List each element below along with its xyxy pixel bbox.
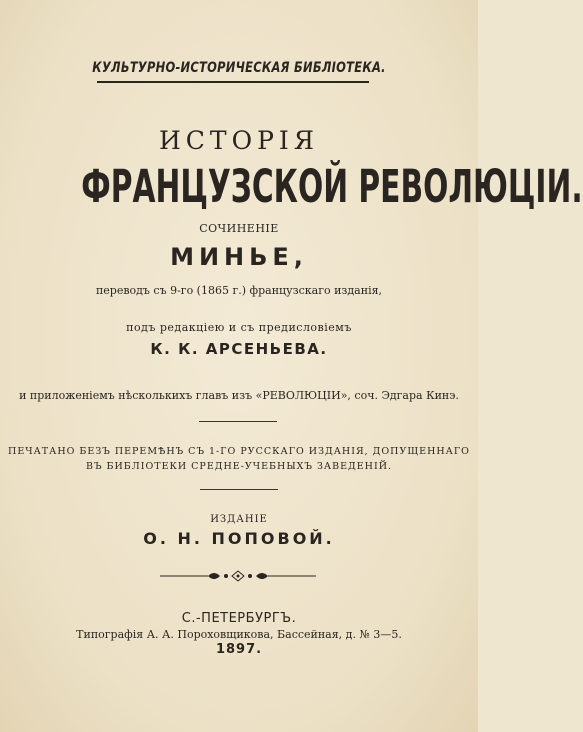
divider-rule-2: [200, 489, 278, 490]
city: С.-ПЕТЕРБУРГЪ.: [181, 611, 297, 626]
book-title: ФРАНЦУЗСКОЙ РЕВОЛЮЦІИ.: [81, 160, 583, 213]
printed-note-line2: ВЪ БИБЛІОТЕКИ СРЕДНЕ-УЧЕБНЫХЪ ЗАВЕДЕНІЙ.: [85, 461, 393, 472]
appendix-note: и приложеніемъ нѣсколькихъ главъ изъ «РЕВОЛЮЦІИ», соч. Эдгара Кинэ.: [19, 389, 459, 402]
author-name: МИНЬЕ,: [170, 243, 308, 271]
series-name: КУЛЬТУРНО-ИСТОРИЧЕСКАЯ БИБЛІОТЕКА.: [92, 60, 386, 76]
printing-house: Типографія А. А. Пороховщикова, Бассейная, д. № 3—5.: [76, 628, 402, 641]
editor-name: К. К. АРСЕНЬЕВА.: [150, 340, 328, 358]
translation-note: переводъ съ 9-го (1865 г.) французскаго изданія,: [95, 284, 383, 297]
divider-rule-1: [199, 421, 277, 422]
edition-label: ИЗДАНІЕ: [210, 514, 268, 525]
heading-history: ИСТОРІЯ: [159, 126, 319, 155]
editor-line: подъ редакціею и съ предисловіемъ: [126, 321, 352, 334]
series-underline: [97, 81, 369, 83]
fleuron-ornament-icon: [160, 569, 316, 583]
publisher-name: О. Н. ПОПОВОЙ.: [143, 529, 335, 548]
printed-note-line1: ПЕЧАТАНО БЕЗЪ ПЕРЕМѢНЪ СЪ 1-ГО РУССКАГО ИЗДАНІЯ, ДОПУЩЕННАГО: [8, 446, 470, 457]
publication-year: 1897.: [215, 642, 263, 657]
composed-by-label: СОЧИНЕНІЕ: [199, 222, 279, 235]
